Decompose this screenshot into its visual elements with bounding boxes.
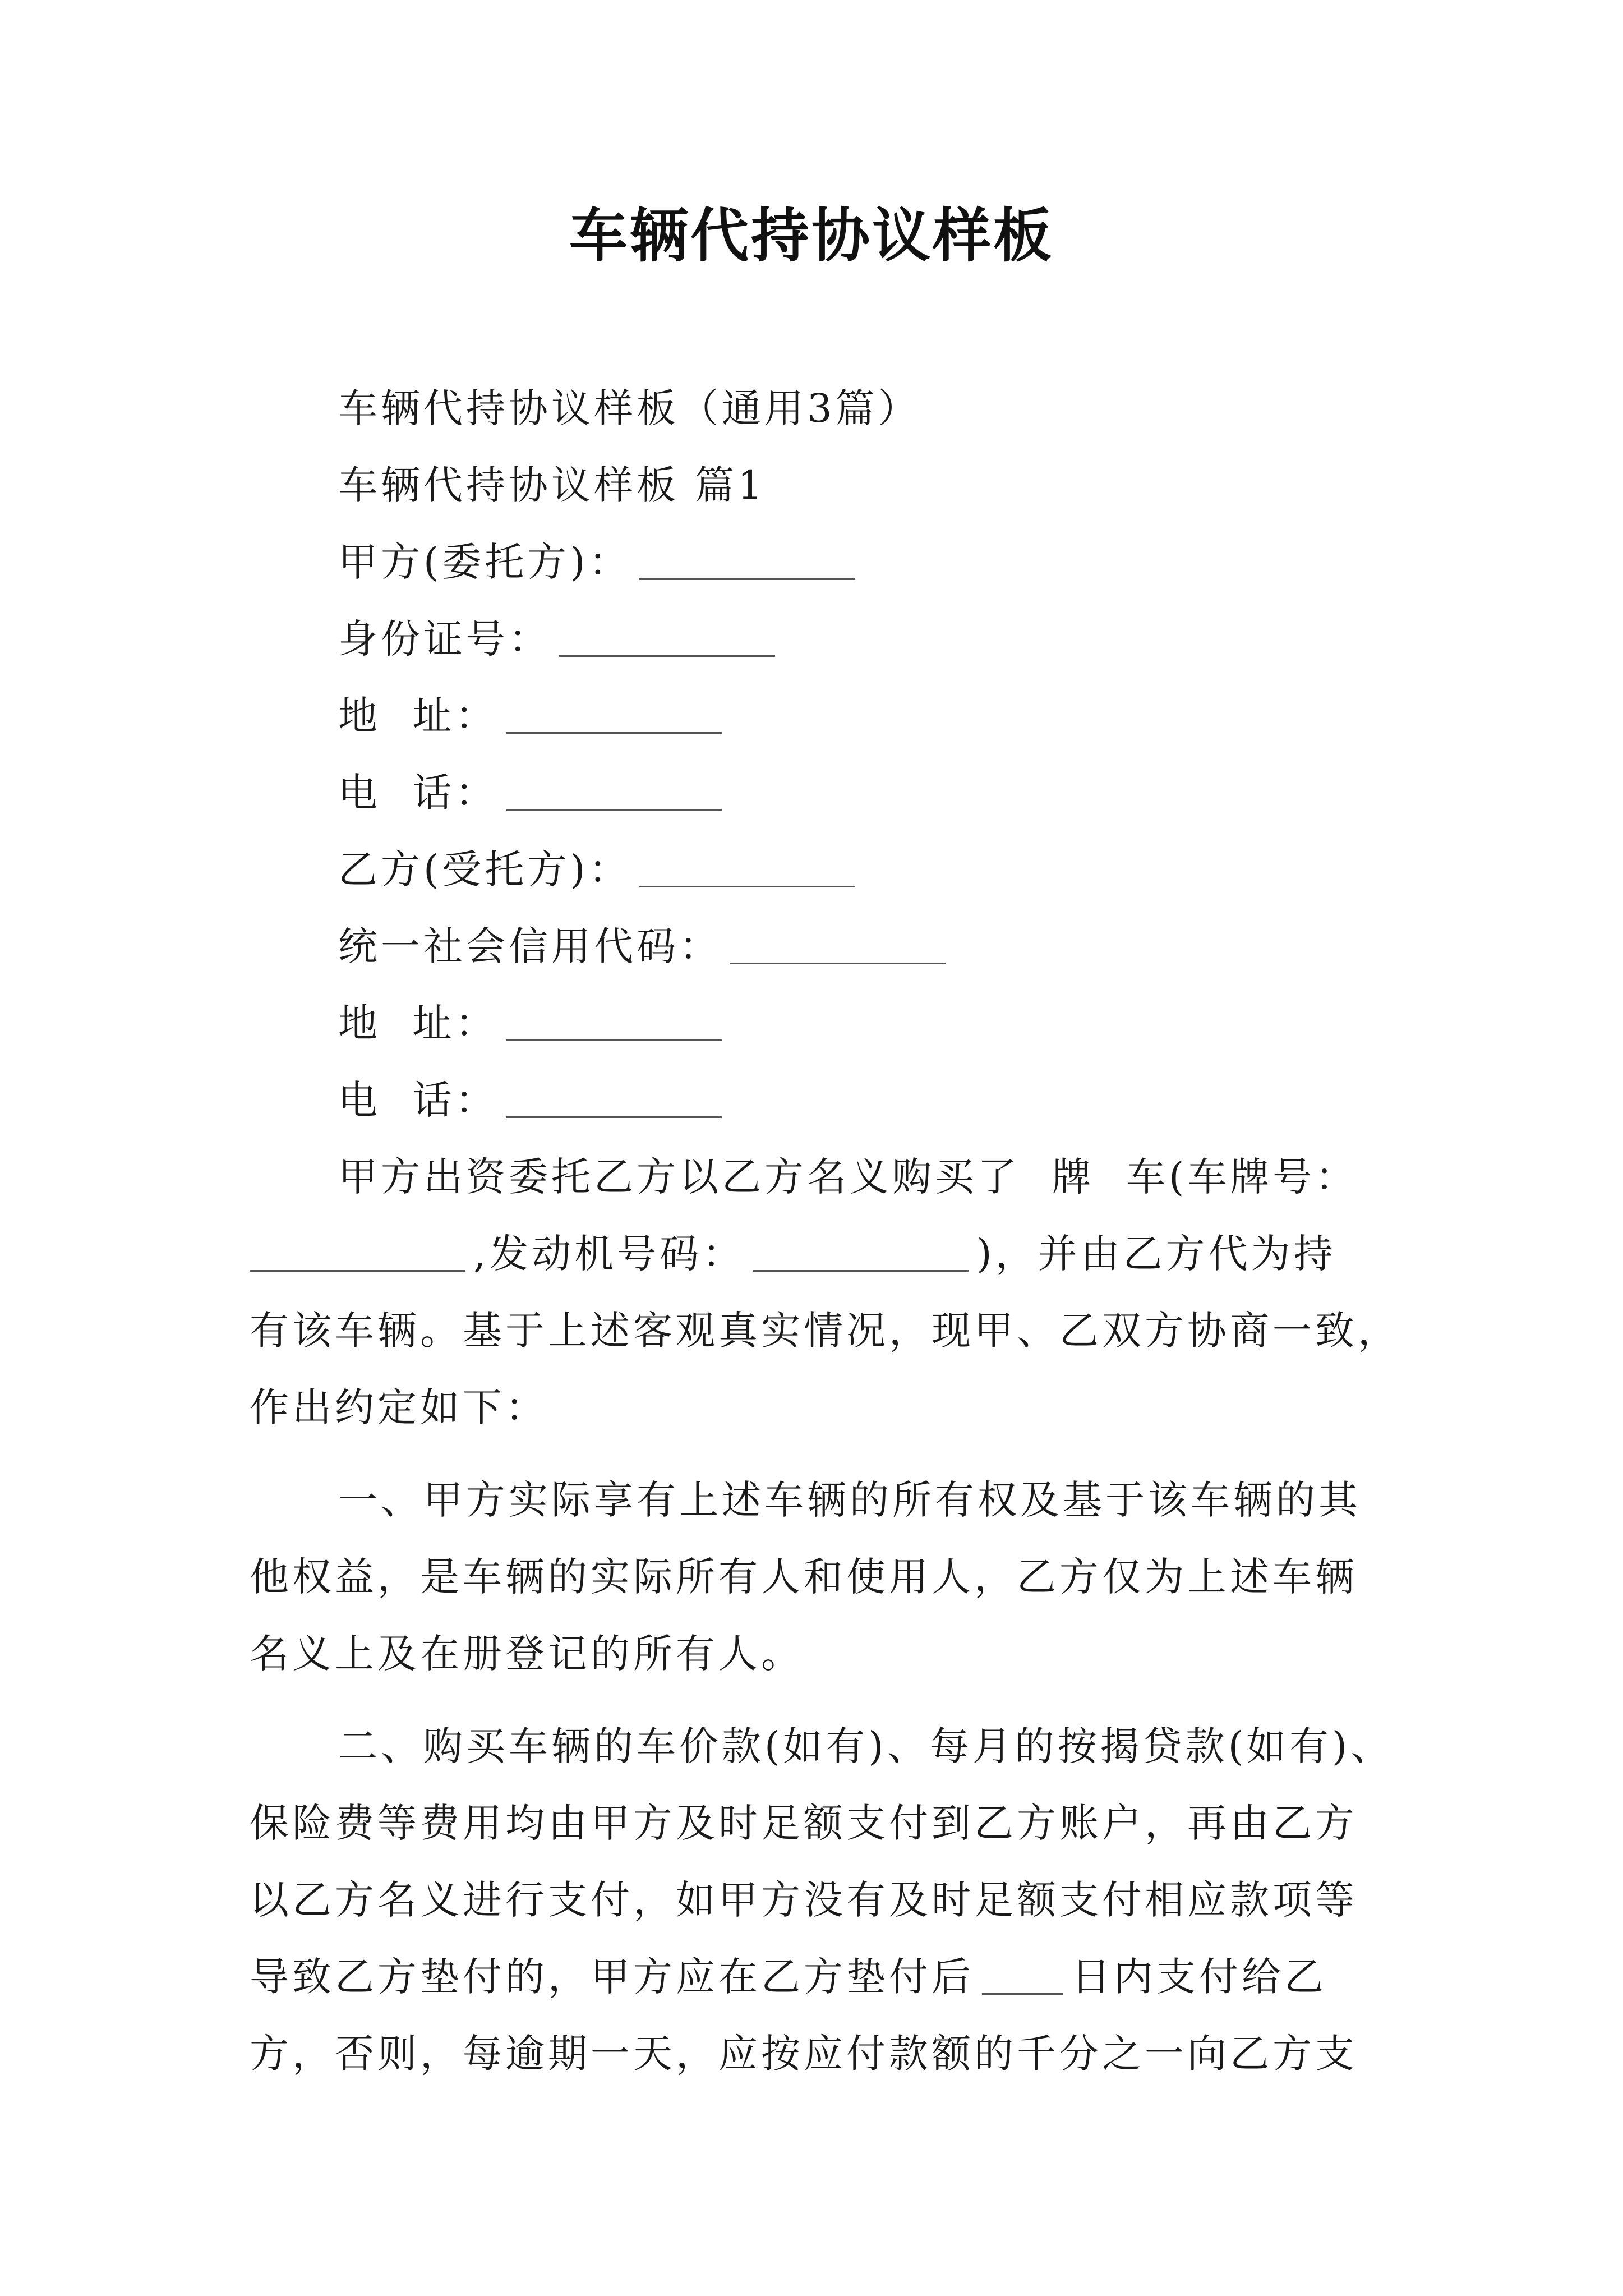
party-b-line: [250, 831, 1388, 908]
document-title: 车辆代持协议样板: [569, 201, 1054, 270]
party-b-blank: [639, 846, 855, 887]
document-subtitle: 车辆代持协议样板（通用3篇）: [338, 385, 921, 431]
clause-2-line-4-end: 日内支付给乙: [1071, 1954, 1327, 2000]
party-b-phone-label: 电 话：: [338, 1077, 498, 1123]
party-a-id-blank: [559, 616, 775, 657]
intro-line-2: [250, 1216, 1388, 1292]
party-b-address-line: [250, 985, 1388, 1062]
clause-1-line-1: 一、甲方实际享有上述车辆的所有权及基于该车辆的其: [338, 1477, 1361, 1523]
party-b-credit-code-label: 统一社会信用代码：: [338, 923, 722, 969]
plate-number-blank: [250, 1231, 465, 1272]
party-b-address-label: 地 址：: [338, 1000, 498, 1046]
clause-2-line-3: 以乙方名义进行支付，如甲方没有及时足额支付相应款项等: [250, 1877, 1358, 1923]
party-a-address-line: [250, 678, 1388, 754]
party-a-id-line: [250, 601, 1388, 678]
days-blank: [982, 1954, 1063, 1995]
party-a-phone-blank: [506, 770, 722, 811]
clause-2-line-4-start: 导致乙方垫付的，甲方应在乙方垫付后: [250, 1954, 974, 2000]
engine-number-blank: [753, 1231, 969, 1272]
intro-line-1: 甲方出资委托乙方以乙方名义购买了 牌 车(车牌号：: [338, 1154, 1358, 1200]
party-a-address-blank: [506, 693, 722, 734]
document-body: [250, 370, 1400, 2092]
party-a-id-label: 身份证号：: [338, 616, 551, 662]
intro-line-2-end: )，并由乙方代为持: [976, 1231, 1336, 1277]
clause-2-line-4: [250, 1939, 1388, 2016]
party-b-phone-line: [250, 1062, 1388, 1139]
clause-2-line-1: 二、购买车辆的车价款(如有)、每月的按揭贷款(如有)、: [338, 1723, 1394, 1769]
clause-1-line-2: 他权益，是车辆的实际所有人和使用人，乙方仅为上述车辆: [250, 1554, 1358, 1600]
clause-1-line-3: 名义上及在册登记的所有人。: [250, 1631, 804, 1677]
party-a-blank: [639, 539, 855, 580]
party-a-phone-line: [250, 754, 1388, 831]
party-b-label: 乙方(受托方)：: [338, 846, 631, 892]
section-heading: 车辆代持协议样板 篇1: [338, 462, 766, 508]
clause-2-line-5: 方，否则，每逾期一天，应按应付款额的千分之一向乙方支: [250, 2031, 1358, 2077]
party-b-credit-code-blank: [730, 923, 946, 964]
party-b-phone-blank: [506, 1077, 722, 1118]
party-a-label: 甲方(委托方)：: [338, 539, 631, 585]
party-a-address-label: 地 址：: [338, 693, 498, 739]
party-b-address-blank: [506, 1000, 722, 1041]
intro-line-4: 作出约定如下：: [250, 1384, 548, 1430]
party-b-credit-code-line: [250, 908, 1388, 985]
engine-number-label: ,发动机号码：: [473, 1231, 745, 1277]
clause-2-line-2: 保险费等费用均由甲方及时足额支付到乙方账户，再由乙方: [250, 1800, 1358, 1846]
intro-line-3: 有该车辆。基于上述客观真实情况，现甲、乙双方协商一致，: [250, 1308, 1400, 1354]
party-a-line: [250, 524, 1388, 601]
party-a-phone-label: 电 话：: [338, 770, 498, 816]
